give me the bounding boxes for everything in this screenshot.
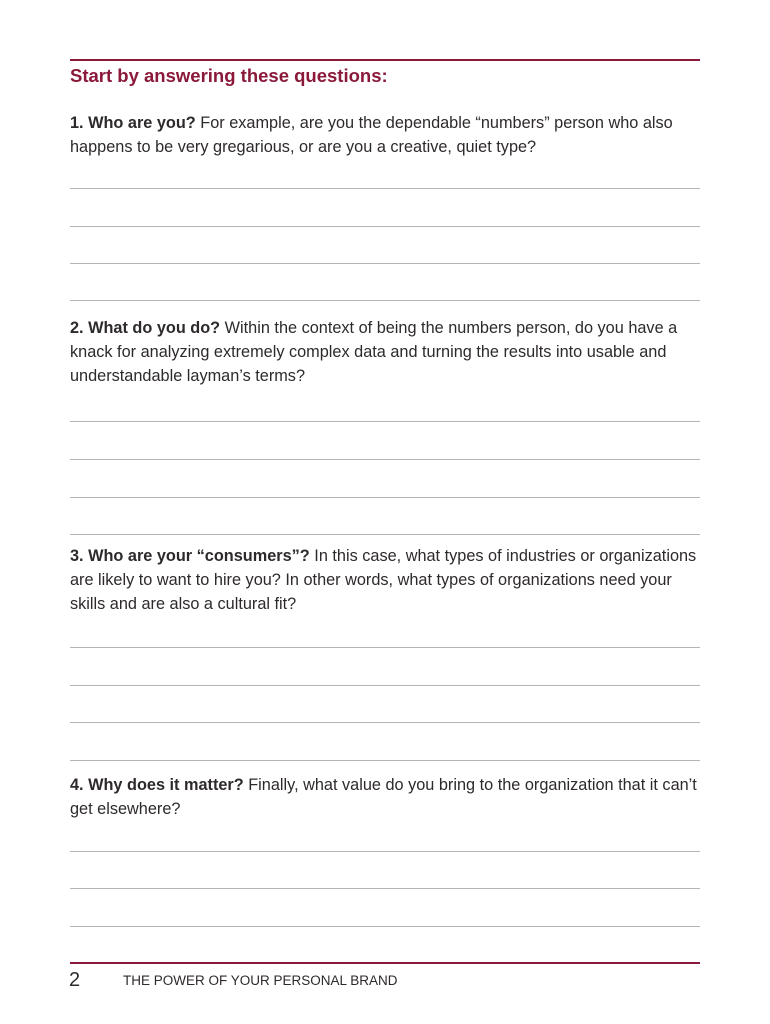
page-number: 2 — [69, 969, 81, 991]
answer-line-4-2[interactable] — [70, 888, 700, 889]
bottom-rule — [70, 962, 700, 964]
question-1-lead: 1. Who are you? — [70, 114, 196, 132]
answer-line-4-3[interactable] — [70, 926, 700, 927]
question-1-body: For example, are you the dependable “numbers” person who also happens to be very gregarious, or are you a creative, quiet type? — [70, 114, 673, 156]
question-4-lead: 4. Why does it matter? — [70, 776, 244, 794]
question-4-body: Finally, what value do you bring to the organization that it can’t get elsewhere? — [70, 776, 697, 818]
question-3 — [70, 544, 710, 616]
question-3-lead: 3. Who are your “consumers”? — [70, 547, 310, 565]
footer-title: THE POWER OF YOUR PERSONAL BRAND — [123, 973, 398, 988]
question-1 — [70, 111, 710, 159]
answer-line-1-2[interactable] — [70, 226, 700, 227]
answer-line-2-1[interactable] — [70, 421, 700, 422]
question-2 — [70, 316, 710, 388]
answer-line-4-1[interactable] — [70, 851, 700, 852]
answer-line-2-3[interactable] — [70, 497, 700, 498]
answer-line-3-1[interactable] — [70, 647, 700, 648]
page-heading: Start by answering these questions: — [70, 65, 388, 86]
answer-line-1-4[interactable] — [70, 300, 700, 301]
answer-line-3-4[interactable] — [70, 760, 700, 761]
answer-line-3-2[interactable] — [70, 685, 700, 686]
answer-line-2-4[interactable] — [70, 534, 700, 535]
question-4 — [70, 773, 710, 821]
answer-line-2-2[interactable] — [70, 459, 700, 460]
answer-line-1-3[interactable] — [70, 263, 700, 264]
question-3-body: In this case, what types of industries or organizations are likely to want to hire you? In other words, what types of organizations need your skills and are also a cultural fit? — [70, 547, 697, 613]
answer-line-1-1[interactable] — [70, 188, 700, 189]
top-rule — [70, 59, 700, 61]
answer-line-3-3[interactable] — [70, 722, 700, 723]
question-2-lead: 2. What do you do? — [70, 319, 221, 337]
question-2-body: Within the context of being the numbers person, do you have a knack for analyzing extremely complex data and turning the results into usable and understandable layman’s terms? — [70, 319, 678, 385]
